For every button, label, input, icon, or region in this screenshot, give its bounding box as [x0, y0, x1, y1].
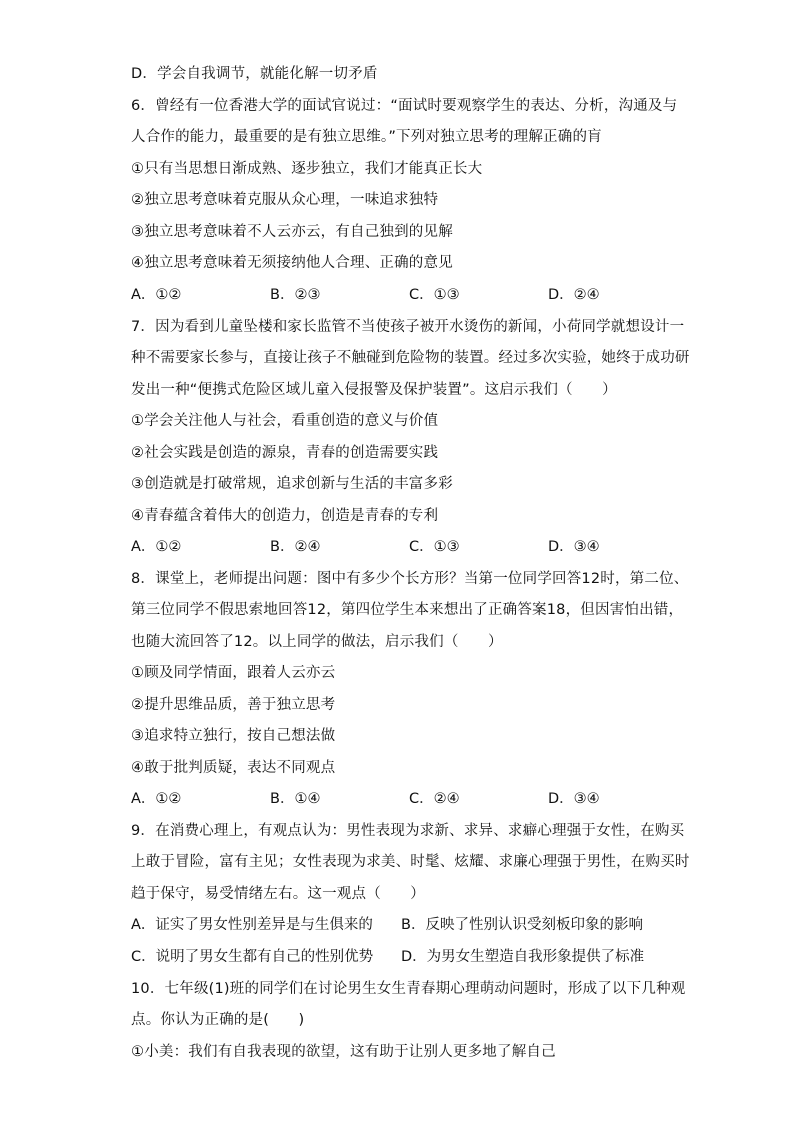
q6-statement-1: ①只有当思想日渐成熟、逐步独立，我们才能真正长大 — [131, 161, 483, 177]
q7-option-d: D．③④ — [548, 539, 600, 555]
q7-statement-4: ④青春蕴含着伟大的创造力，创造是青春的专利 — [131, 508, 439, 524]
q6-option-d: D．②④ — [548, 287, 600, 303]
q9-stem-line-2: 上敢于冒险，富有主见；女性表现为求美、时髦、炫耀、求廉心理强于男性，在购买时 — [131, 854, 690, 870]
q9-option-c: C．说明了男女生都有自己的性别优势 — [131, 949, 374, 965]
q5-option-d: D．学会自我调节，就能化解一切矛盾 — [131, 66, 378, 82]
q9-stem-line-3: 趋于保守，易受情绪左右。这一观点（ ） — [131, 886, 425, 902]
q7-option-c: C．①③ — [409, 539, 460, 555]
q9-stem-line-1: 9．在消费心理上，有观点认为：男性表现为求新、求异、求癖心理强于女性，在购买 — [131, 823, 685, 839]
q7-option-b: B．②④ — [270, 539, 321, 555]
q6-stem-line-1: 6．曾经有一位香港大学的面试官说过：“面试时要观察学生的表达、分析，沟通及与 — [131, 98, 678, 114]
q6-statement-3: ③独立思考意味着不人云亦云，有自己独到的见解 — [131, 224, 453, 240]
q7-stem-line-3: 发出一种“便携式危险区域儿童入侵报警及保护装置”。这启示我们（ ） — [131, 382, 617, 398]
q8-statement-1: ①顾及同学情面，跟着人云亦云 — [131, 665, 336, 681]
q6-statement-4: ④独立思考意味着无须接纳他人合理、正确的意见 — [131, 255, 453, 271]
q9-option-d: D．为男女生塑造自我形象提供了标准 — [401, 949, 645, 965]
q8-stem-line-1: 8．课堂上，老师提出问题：图中有多少个长方形？当第一位同学回答12时，第二位、 — [131, 571, 689, 587]
q8-option-c: C．②④ — [409, 791, 460, 807]
q10-statement-1: ①小美：我们有自我表现的欲望，这有助于让别人更多地了解自己 — [131, 1044, 556, 1060]
q6-option-a: A．①② — [131, 287, 182, 303]
q7-statement-2: ②社会实践是创造的源泉，青春的创造需要实践 — [131, 445, 439, 461]
q6-statement-2: ②独立思考意味着克服从众心理，一味追求独特 — [131, 192, 439, 208]
q8-option-b: B．①④ — [270, 791, 321, 807]
q10-stem-line-2: 点。你认为正确的是( ) — [131, 1012, 305, 1028]
q7-stem-line-1: 7．因为看到儿童坠楼和家长监管不当使孩子被开水烫伤的新闻，小荷同学就想设计一 — [131, 319, 685, 335]
q6-option-c: C．①③ — [409, 287, 460, 303]
q8-option-d: D．③④ — [548, 791, 600, 807]
q8-statement-2: ②提升思维品质，善于独立思考 — [131, 697, 336, 713]
q7-statement-1: ①学会关注他人与社会，看重创造的意义与价值 — [131, 413, 439, 429]
q9-option-a: A．证实了男女性别差异是与生俱来的 — [131, 917, 373, 933]
q9-option-b: B．反映了性别认识受刻板印象的影响 — [401, 917, 643, 933]
q10-stem-line-1: 10．七年级(1)班的同学们在讨论男生女生青春期心理萌动问题时，形成了以下几种观 — [131, 981, 686, 997]
q7-statement-3: ③创造就是打破常规，追求创新与生活的丰富多彩 — [131, 476, 453, 492]
q7-option-a: A．①② — [131, 539, 182, 555]
q8-option-a: A．①② — [131, 791, 182, 807]
q6-stem-line-2: 人合作的能力，最重要的是有独立思维。”下列对独立思考的理解正确的肓 — [131, 129, 602, 145]
q7-stem-line-2: 种不需要家长参与，直接让孩子不触碰到危险物的装置。经过多次实验，她终于成功研 — [131, 350, 690, 366]
q8-statement-3: ③追求特立独行，按自己想法做 — [131, 728, 336, 744]
q8-stem-line-2: 第三位同学不假思索地回答12，第四位学生本来想出了正确答案18，但因害怕出错， — [131, 602, 684, 618]
q8-statement-4: ④敢于批判质疑，表达不同观点 — [131, 760, 336, 776]
q6-option-b: B．②③ — [270, 287, 321, 303]
q8-stem-line-3: 也随大流回答了12。以上同学的做法，启示我们（ ） — [131, 634, 503, 650]
